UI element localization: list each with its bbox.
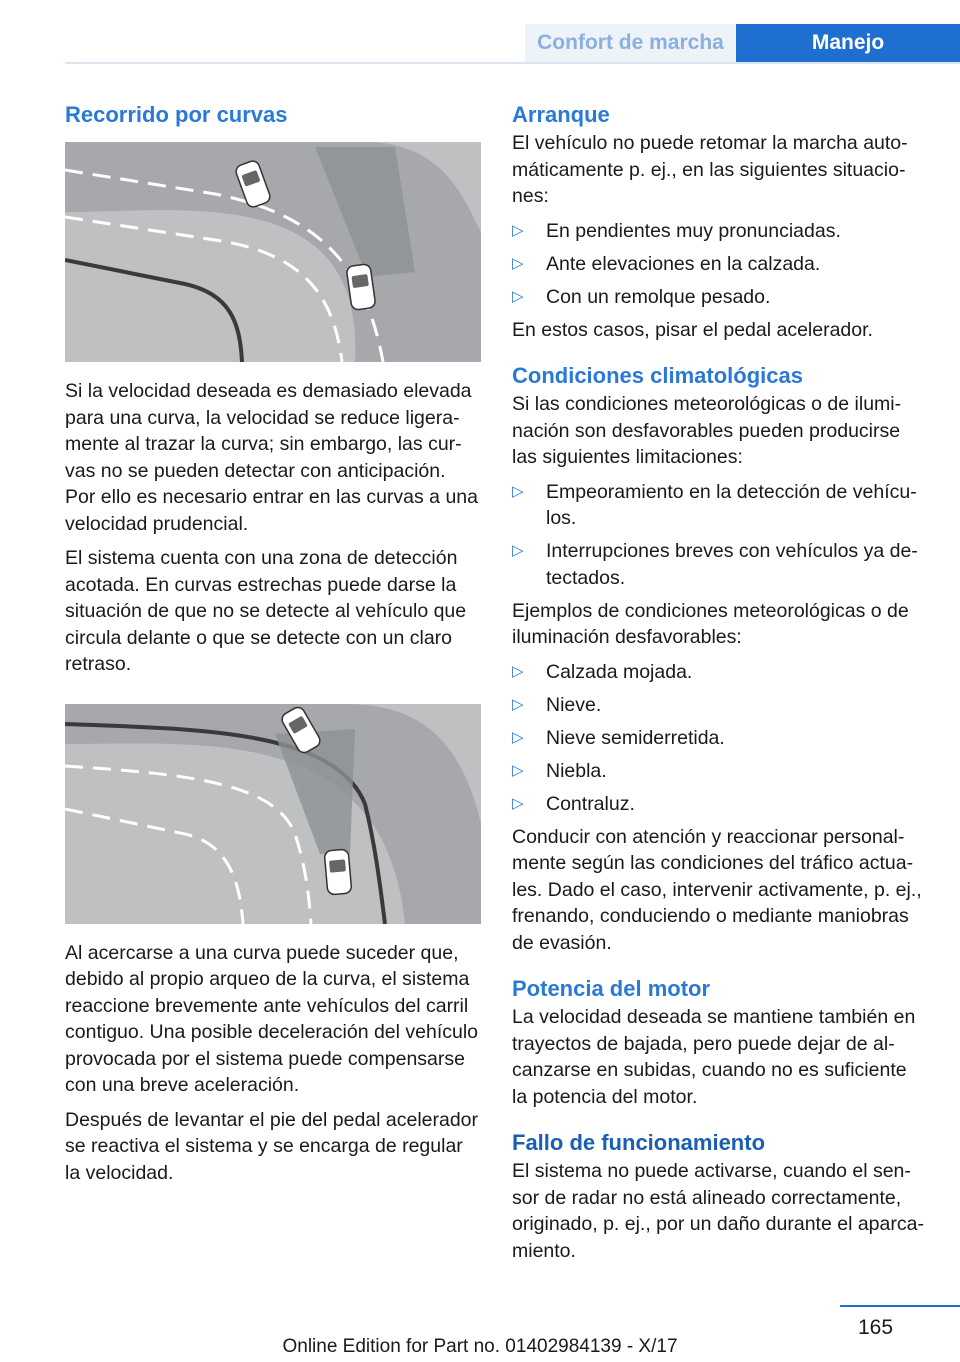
paragraph-arranque-outro: En estos casos, pisar el pedal acelerador.	[512, 318, 873, 341]
tab-manejo[interactable]: Manejo	[736, 24, 960, 62]
list-item: ▷ Nieve semiderretida.	[512, 725, 924, 752]
right-column	[512, 100, 924, 1272]
tab-confort-de-marcha[interactable]: Confort de marcha	[525, 24, 736, 62]
curve-illustration-1	[65, 142, 481, 362]
heading-fallo-de-funcionamiento: Fallo de funcionamiento	[512, 1130, 766, 1155]
heading-recorrido-por-curvas: Recorrido por curvas	[65, 102, 288, 127]
heading-condiciones-climatologicas: Condiciones climatológicas	[512, 363, 803, 388]
paragraph-clima-outro: Conducir con atención y reaccionar personalmente según las condiciones del tráfico actuales. Dado el caso, intervenir activamente, p. ej., frenando, conduciendo o mediante maniobras de evasión.	[512, 825, 922, 954]
header-divider	[65, 62, 960, 64]
list-clima-limitaciones	[512, 479, 924, 592]
triangle-right-icon: ▷	[512, 695, 524, 713]
triangle-right-icon: ▷	[512, 662, 524, 680]
paragraph-clima-intro: Si las condiciones meteorológicas o de iluminación son desfavorables pueden producirse las siguientes limitaciones:	[512, 393, 902, 468]
page-number: 165	[858, 1316, 894, 1339]
triangle-right-icon: ▷	[512, 794, 524, 812]
paragraph-clima-mid: Ejemplos de condiciones meteorológicas o de iluminación desfavorables:	[512, 599, 909, 648]
heading-arranque: Arranque	[512, 102, 610, 127]
triangle-right-icon: ▷	[512, 728, 524, 746]
paragraph-potencia: La velocidad deseada se mantiene también en trayectos de bajada, pero puede dejar de alcanzarse en subidas, cuando no es suficiente la potencia del motor.	[512, 1006, 916, 1108]
triangle-right-icon: ▷	[512, 761, 524, 779]
paragraph-fallo: El sistema no puede activarse, cuando el sensor de radar no está alineado correctamente, originado, p. ej., por un daño durante el aparcamiento.	[512, 1160, 924, 1262]
triangle-right-icon: ▷	[512, 287, 524, 305]
footer-edition	[0, 1336, 960, 1358]
list-item: ▷ Contraluz.	[512, 791, 924, 818]
left-column	[65, 100, 481, 1194]
triangle-right-icon: ▷	[512, 221, 524, 239]
list-item: ▷ Interrupciones breves con vehículos ya detectados.	[512, 540, 918, 589]
paragraph-arranque-intro: El vehículo no puede retomar la marcha automáticamente p. ej., en las siguientes situaciones:	[512, 132, 908, 207]
list-item: ▷ Nieve.	[512, 692, 924, 719]
paragraph-curvas-2: El sistema cuenta con una zona de detección acotada. En curvas estrechas puede darse la situación de que no se detecte al vehículo que circula delante o que se detecte con un claro retraso.	[65, 547, 467, 675]
list-item: ▷ Empeoramiento en la detección de vehículos.	[512, 480, 917, 529]
edition-text: Online Edition for Part no. 01402984139 - X/17	[282, 1336, 678, 1357]
paragraph-curvas-3: Al acercarse a una curva puede suceder que, debido al propio arqueo de la curva, el sistema reaccione brevemente ante vehículos del carril contiguo. Una posible deceleración del vehículo provocada por el sistema puede compensarse con una breve aceleración.	[65, 941, 479, 1096]
triangle-right-icon: ▷	[512, 542, 524, 559]
heading-potencia-del-motor: Potencia del motor	[512, 976, 711, 1001]
list-item: ▷ Con un remolque pesado.	[512, 284, 924, 311]
list-item: ▷ Ante elevaciones en la calzada.	[512, 251, 924, 278]
list-item: ▷ Niebla.	[512, 758, 924, 785]
paragraph-curvas-4: Después de levantar el pie del pedal acelerador se reactiva el sistema y se encarga de regular la velocidad.	[65, 1108, 479, 1184]
triangle-right-icon: ▷	[512, 482, 524, 500]
list-arranque	[512, 218, 924, 311]
triangle-right-icon: ▷	[512, 254, 524, 272]
list-item: ▷ En pendientes muy pronunciadas.	[512, 218, 924, 245]
list-item: ▷ Calzada mojada.	[512, 659, 924, 686]
list-clima-ejemplos	[512, 659, 924, 818]
paragraph-curvas-1: Si la velocidad deseada es demasiado elevada para una curva, la velocidad se reduce ligeramente al trazar la curva; sin embargo, las curvas no se pueden detectar con anticipación. Por ello es necesario entrar en las curvas a una velocidad prudencial.	[65, 380, 478, 535]
footer-divider	[840, 1305, 960, 1307]
curve-illustration-2	[65, 704, 481, 924]
